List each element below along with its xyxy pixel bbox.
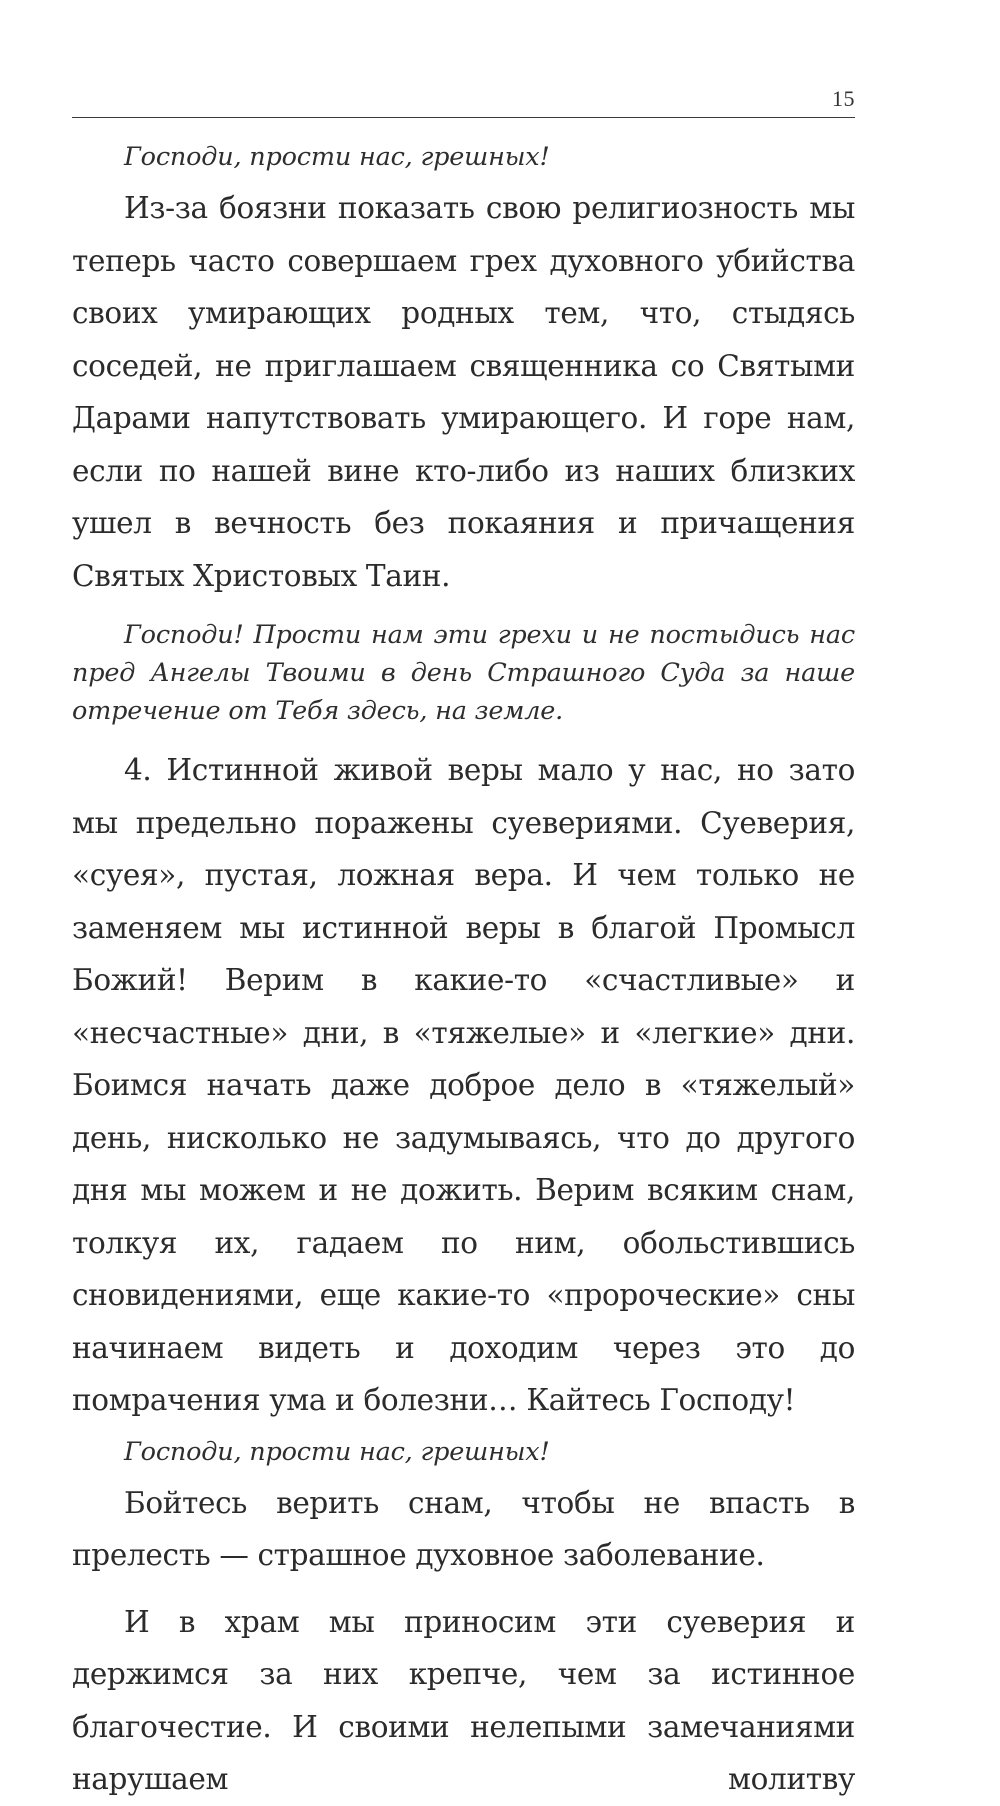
header-rule xyxy=(72,117,855,118)
body-paragraph: Бойтесь верить снам, чтобы не впасть в прелесть — страшное духовное заболевание. xyxy=(72,1485,855,1572)
prayer-line: Господи, прости нас, грешных! xyxy=(124,142,550,172)
body-paragraph: И в храм мы приносим эти суеверия и держимся за них крепче, чем за истинное благочестие. И своими нелепыми замечаниями нарушаем молитву xyxy=(72,1604,855,1796)
page-number: 15 xyxy=(832,86,855,111)
prayer-line: Господи! Прости нам эти грехи и не постыдись нас пред Ангелы Твоими в день Страшного Суда за наше отречение от Тебя здесь, на земле. xyxy=(72,620,855,726)
body-paragraph: 4. Истинной живой веры мало у нас, но зато мы предельно поражены суевериями. Суеверия, «суея», пустая, ложная вера. И чем только не заменяем мы истинной веры в благой Промысл Божий! Верим в какие-то «счастливые» и «несчастные» дни, в «тяжелые» и «легкие» дни. Боимся начать даже доброе дело в «тяжелый» день, нисколько не задумываясь, что до другого дня мы можем и не дожить. Верим всяким снам, толкуя их, гадаем по ним, обольстившись сновидениями, еще какие-то «пророческие» сны начинаем видеть и доходим через это до помрачения ума и болезни… Кайтесь Господу! xyxy=(72,753,855,1417)
prayer-line: Господи, прости нас, грешных! xyxy=(124,1436,550,1467)
main-text xyxy=(72,138,855,1806)
running-head xyxy=(72,80,855,118)
body-paragraph: Из-за боязни показать свою религиозность мы теперь часто совершаем грех духовного убийства своих умирающих родных тем, что, стыдясь соседей, не приглашаем священника со Святыми Дарами напутствовать умирающего. И горе нам, если по нашей вине кто-либо из наших близких ушел в вечность без покаяния и причащения Святых Христовых Таин. xyxy=(72,191,855,593)
